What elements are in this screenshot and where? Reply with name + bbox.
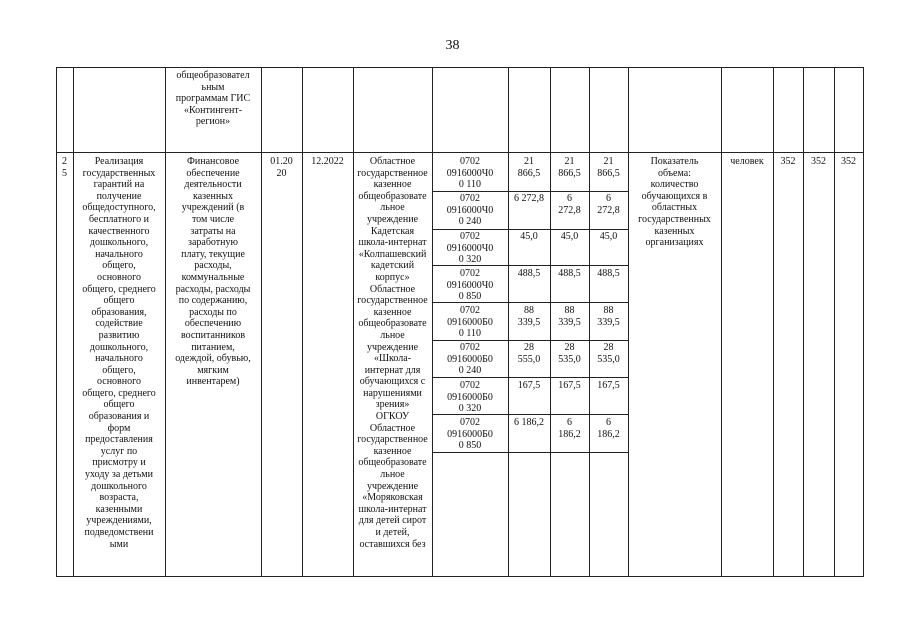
indicator-value-year3: 352 — [841, 156, 856, 167]
kbk-row-divider — [432, 377, 628, 378]
amount-year2: 488,5 — [558, 268, 581, 279]
amount-year3: 6 186,2 — [597, 417, 620, 440]
kbk-code: 0702 0916000Б0 0 240 — [447, 342, 493, 377]
table-border-right — [863, 67, 864, 577]
kbk-code: 0702 0916000Ч0 0 320 — [446, 231, 494, 266]
amount-year1: 6 272,8 — [514, 193, 544, 204]
indicator-value-year1: 352 — [780, 156, 796, 167]
amount-year3: 21 866,5 — [597, 156, 620, 179]
row-number: 2 5 — [62, 156, 67, 179]
amount-year2: 28 535,0 — [558, 342, 581, 365]
kbk-code: 0702 0916000Б0 0 320 — [447, 380, 493, 415]
event-description-cell: Финансовое обеспечение деятельности казенных учреждений (в том числе затраты на заработную плату, текущие расходы, коммунальные расходы, расходы по содержанию, расходы по обеспечению воспитанников питанием, одеждой, обувью, мягким инвентарем) — [175, 156, 251, 388]
end-date-cell: 12.2022 — [311, 156, 344, 167]
amount-year1: 167,5 — [517, 380, 541, 391]
amount-year2: 45,0 — [560, 231, 579, 242]
amount-year2: 6 186,2 — [558, 417, 581, 440]
column-divider — [773, 67, 774, 577]
column-divider — [721, 67, 722, 577]
table-border-left — [56, 67, 57, 577]
page-number: 38 — [445, 38, 460, 53]
column-divider — [834, 67, 835, 577]
amount-year2: 167,5 — [558, 380, 581, 391]
column-divider — [803, 67, 804, 577]
kbk-code: 0702 0916000Б0 0 850 — [447, 417, 493, 452]
column-divider — [628, 67, 629, 577]
amount-year1: 45,0 — [520, 231, 538, 242]
indicator-cell: Показатель объема: количество обучающихся в областных государственных казенных организациях — [638, 156, 711, 249]
column-divider — [261, 67, 262, 577]
executor-cell: Областное государственное казенное общеобразовате льное учреждение Кадетская школа-интернат «Колпашевский кадетский корпус» Областное государственное казенное общеобразовате льное учреждение «Школа- интернат для обучающихся с нарушениями зрения» ОГКОУ Областное государственное казенное общеобразовате льное учреждение «Моряковская школа-интернат для детей сирот и детей, оставшихся без — [357, 156, 428, 550]
kbk-row-divider — [432, 452, 628, 453]
amount-year2: 88 339,5 — [558, 305, 581, 328]
kbk-code: 0702 0916000Ч0 0 240 — [446, 193, 494, 228]
kbk-code: 0702 0916000Б0 0 110 — [447, 305, 493, 340]
program-description-cell: общеобразовател ьным программам ГИС «Контингент- регион» — [175, 70, 251, 128]
amount-year1: 21 866,5 — [517, 156, 541, 179]
amount-year2: 6 272,8 — [558, 193, 581, 216]
start-date-cell: 01.20 20 — [270, 156, 293, 179]
indicator-value-year2: 352 — [811, 156, 826, 167]
amount-year1: 6 186,2 — [514, 417, 544, 428]
amount-year1: 88 339,5 — [517, 305, 541, 328]
kbk-row-divider — [432, 191, 628, 192]
unit-cell: человек — [730, 156, 764, 167]
amount-year3: 28 535,0 — [597, 342, 620, 365]
amount-year3: 88 339,5 — [597, 305, 620, 328]
amount-year3: 488,5 — [597, 268, 620, 279]
row-divider — [56, 152, 864, 153]
amount-year1: 28 555,0 — [517, 342, 541, 365]
amount-year3: 167,5 — [597, 380, 620, 391]
task-name-cell: Реализация государственных гарантий на получение общедоступного, бесплатного и качественного дошкольного, начального общего, основного общего, среднего общего образования, содействие развитию дошкольного, начального общего, основного общего, среднего общего образования и форм предоставления услуг по присмотру и уходу за детьми дошкольного возраста, казенными учреждениями, подведомствени ыми — [82, 156, 156, 550]
amount-year1: 488,5 — [517, 268, 541, 279]
table-border-top — [56, 67, 864, 68]
kbk-row-divider — [432, 340, 628, 341]
amount-year3: 45,0 — [599, 231, 618, 242]
kbk-code: 0702 0916000Ч0 0 850 — [446, 268, 494, 303]
amount-year3: 6 272,8 — [597, 193, 620, 216]
amount-year2: 21 866,5 — [558, 156, 581, 179]
kbk-code: 0702 0916000Ч0 0 110 — [446, 156, 494, 191]
column-divider — [302, 67, 303, 577]
table-border-bottom — [56, 576, 864, 577]
kbk-row-divider — [432, 229, 628, 230]
